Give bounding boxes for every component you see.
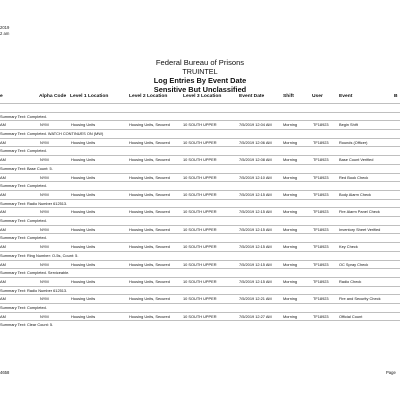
table-row	[0, 138, 400, 155]
column-headers	[0, 94, 400, 103]
cell-level1: Housing Units	[71, 313, 96, 319]
cell-user: TF18923	[313, 313, 329, 319]
cell-user: TF18923	[313, 191, 329, 197]
cell-level3: 10 SOUTH UPPER	[183, 278, 217, 284]
cell-alpha-code: NYM	[40, 209, 49, 215]
cell-level3: 10 SOUTH UPPER	[183, 157, 217, 163]
cell-level2: Housing Units, Secured	[129, 191, 170, 197]
summary-text: Summary Text: Radio Number 612513.	[0, 200, 68, 206]
cell-time: AM	[0, 278, 6, 284]
row-summary-line	[0, 216, 400, 225]
summary-text: Summary Text: Completed.	[0, 183, 47, 189]
cell-level3: 10 SOUTH UPPER	[183, 226, 217, 232]
cell-level1: Housing Units	[71, 226, 96, 232]
row-data-line	[0, 120, 400, 129]
cell-level1: Housing Units	[71, 296, 96, 302]
cell-event-date: 7/5/2019 12:08 AM	[239, 157, 272, 163]
cell-time: AM	[0, 139, 6, 145]
table-row	[0, 260, 400, 277]
column-header-b: B	[394, 94, 398, 99]
cell-time: AM	[0, 261, 6, 267]
cell-event-date: 7/5/2019 12:15 AM	[239, 226, 272, 232]
cell-alpha-code: NYM	[40, 157, 49, 163]
row-data-line	[0, 277, 400, 286]
cell-shift: Morning	[283, 174, 298, 180]
column-header-alpha-code: Alpha Code	[39, 94, 67, 99]
cell-event: Base Count Verified	[339, 157, 374, 163]
cell-time: AM	[0, 244, 6, 250]
table-row	[0, 294, 400, 311]
cell-time: AM	[0, 174, 6, 180]
row-summary-line	[0, 320, 400, 329]
cell-event-date: 7/5/2019 12:21 AM	[239, 296, 272, 302]
cell-alpha-code: NYM	[40, 278, 49, 284]
row-summary-line	[0, 233, 400, 242]
print-time-fragment: 2 am	[0, 31, 10, 36]
footer-right: Page	[386, 370, 396, 375]
cell-level1: Housing Units	[71, 139, 96, 145]
cell-time: AM	[0, 122, 6, 128]
cell-level2: Housing Units, Secured	[129, 139, 170, 145]
row-data-line	[0, 225, 400, 234]
column-header-event: Event	[339, 94, 353, 99]
cell-user: TF18923	[313, 278, 329, 284]
cell-event: Inventory Sheet Verified	[339, 226, 381, 232]
cell-time: AM	[0, 209, 6, 215]
cell-level3: 10 SOUTH UPPER	[183, 174, 217, 180]
summary-text: Summary Text: Radio Number 612513.	[0, 287, 68, 293]
cell-level3: 10 SOUTH UPPER	[183, 122, 217, 128]
summary-text: Summary Text: Completed.	[0, 304, 47, 310]
cell-event-date: 7/5/2019 12:15 AM	[239, 209, 272, 215]
cell-shift: Morning	[283, 191, 298, 197]
cell-shift: Morning	[283, 139, 298, 145]
footer-left: 4658	[0, 370, 10, 375]
cell-level1: Housing Units	[71, 209, 96, 215]
cell-time: AM	[0, 296, 6, 302]
cell-event: Begin Shift	[339, 122, 358, 128]
summary-text: Summary Text: Ring Number: O-5s, Count: 5.	[0, 252, 79, 258]
row-summary-line	[0, 181, 400, 190]
cell-alpha-code: NYM	[40, 244, 49, 250]
cell-user: TF18923	[313, 226, 329, 232]
summary-text: Summary Text: Base Count: 5.	[0, 165, 53, 171]
cell-event-date: 7/5/2019 12:27 AM	[239, 313, 272, 319]
cell-level2: Housing Units, Secured	[129, 278, 170, 284]
column-header-shift: Shift	[283, 94, 294, 99]
cell-shift: Morning	[283, 244, 298, 250]
cell-level1: Housing Units	[71, 244, 96, 250]
column-header-time: e	[0, 94, 3, 99]
cell-event: Radio Check	[339, 278, 362, 284]
cell-shift: Morning	[283, 226, 298, 232]
column-header-event-date: Event Date	[239, 94, 265, 99]
table-row	[0, 312, 400, 329]
cell-shift: Morning	[283, 209, 298, 215]
cell-event-date: 7/5/2019 12:15 AM	[239, 191, 272, 197]
cell-alpha-code: NYM	[40, 174, 49, 180]
row-data-line	[0, 242, 400, 251]
classification-label: Sensitive But Unclassified	[153, 85, 247, 94]
row-data-line	[0, 260, 400, 269]
cell-user: TF18923	[313, 296, 329, 302]
cell-event: OC Spray Check	[339, 261, 369, 267]
row-summary-line	[0, 146, 400, 155]
cell-event: Key Check	[339, 244, 358, 250]
row-summary-line	[0, 286, 400, 295]
cell-alpha-code: NYM	[40, 313, 49, 319]
row-summary-line	[0, 199, 400, 208]
row-data-line	[0, 312, 400, 321]
print-date-fragment: 2019	[0, 25, 10, 30]
cell-level2: Housing Units, Secured	[129, 226, 170, 232]
cell-shift: Morning	[283, 261, 298, 267]
row-data-line	[0, 155, 400, 164]
cell-alpha-code: NYM	[40, 296, 49, 302]
cell-user: TF18923	[313, 244, 329, 250]
row-summary-line	[0, 303, 400, 312]
cell-event-date: 7/5/2019 12:15 AM	[239, 261, 272, 267]
cell-level2: Housing Units, Secured	[129, 261, 170, 267]
row-data-line	[0, 207, 400, 216]
row-summary-line	[0, 268, 400, 277]
cell-alpha-code: NYM	[40, 191, 49, 197]
cell-user: TF18923	[313, 139, 329, 145]
summary-text: Summary Text: Completed.	[0, 148, 47, 154]
summary-text: Summary Text: Completed.	[0, 235, 47, 241]
cell-alpha-code: NYM	[40, 226, 49, 232]
row-summary-line	[0, 164, 400, 173]
cell-level1: Housing Units	[71, 191, 96, 197]
cell-level3: 10 SOUTH UPPER	[183, 191, 217, 197]
report-header	[100, 58, 300, 94]
summary-text: Summary Text: Clear Count: 5.	[0, 322, 54, 328]
cell-level3: 10 SOUTH UPPER	[183, 261, 217, 267]
cell-level1: Housing Units	[71, 157, 96, 163]
cell-event-date: 7/5/2019 12:04 AM	[239, 122, 272, 128]
cell-alpha-code: NYM	[40, 122, 49, 128]
table-row	[0, 120, 400, 137]
row-data-line	[0, 138, 400, 147]
table-row	[0, 277, 400, 294]
cell-level2: Housing Units, Secured	[129, 122, 170, 128]
column-header-level2: Level 2 Location	[129, 94, 168, 99]
cell-level1: Housing Units	[71, 261, 96, 267]
row-summary-line	[0, 251, 400, 260]
table-row	[0, 225, 400, 242]
cell-event: Rounds (Officer)	[339, 139, 368, 145]
table-row	[0, 242, 400, 259]
report-title: Log Entries By Event Date	[153, 76, 247, 85]
cell-level2: Housing Units, Secured	[129, 209, 170, 215]
cell-shift: Morning	[283, 313, 298, 319]
cell-level2: Housing Units, Secured	[129, 157, 170, 163]
summary-text: Summary Text: Completed. Serviceable.	[0, 270, 70, 276]
column-header-level1: Level 1 Location	[70, 94, 109, 99]
cell-level3: 10 SOUTH UPPER	[183, 209, 217, 215]
column-header-level3: Level 3 Location	[183, 94, 222, 99]
cell-user: TF18923	[313, 122, 329, 128]
row-data-line	[0, 190, 400, 199]
cell-time: AM	[0, 226, 6, 232]
cell-event-date: 7/5/2019 12:06 AM	[239, 139, 272, 145]
table-row	[0, 103, 400, 120]
cell-level1: Housing Units	[71, 278, 96, 284]
cell-level3: 10 SOUTH UPPER	[183, 313, 217, 319]
row-data-line	[0, 173, 400, 182]
cell-shift: Morning	[283, 122, 298, 128]
cell-event: Fire and Security Check	[339, 296, 381, 302]
summary-text: Summary Text: Completed.	[0, 218, 47, 224]
cell-time: AM	[0, 191, 6, 197]
row-data-line	[0, 103, 400, 112]
cell-time: AM	[0, 157, 6, 163]
table-row	[0, 190, 400, 207]
summary-text: Summary Text: Completed.	[0, 113, 47, 119]
cell-shift: Morning	[283, 157, 298, 163]
cell-level1: Housing Units	[71, 174, 96, 180]
agency-title: Federal Bureau of Prisons	[155, 58, 245, 67]
cell-alpha-code: NYM	[40, 261, 49, 267]
cell-event: Fire Alarm Panel Check	[339, 209, 380, 215]
cell-level3: 10 SOUTH UPPER	[183, 139, 217, 145]
cell-level2: Housing Units, Secured	[129, 296, 170, 302]
cell-level3: 10 SOUTH UPPER	[183, 296, 217, 302]
cell-shift: Morning	[283, 296, 298, 302]
cell-user: TF18923	[313, 261, 329, 267]
row-data-line	[0, 294, 400, 303]
cell-user: TF18923	[313, 209, 329, 215]
cell-event-date: 7/5/2019 12:15 AM	[239, 244, 272, 250]
cell-level2: Housing Units, Secured	[129, 174, 170, 180]
column-header-user: User	[312, 94, 323, 99]
cell-event-date: 7/5/2019 12:10 AM	[239, 174, 272, 180]
system-title: TRUINTEL	[182, 67, 218, 76]
table-row	[0, 173, 400, 190]
log-entries	[0, 103, 400, 329]
table-row	[0, 155, 400, 172]
cell-event: Body Alarm Check	[339, 191, 372, 197]
row-summary-line	[0, 112, 400, 121]
cell-level1: Housing Units	[71, 122, 96, 128]
summary-text: Summary Text: Completed. WATCH CONTINUES ON (MW)	[0, 131, 104, 137]
cell-event-date: 7/5/2019 12:15 AM	[239, 278, 272, 284]
cell-level2: Housing Units, Secured	[129, 313, 170, 319]
cell-event: Official Count	[339, 313, 363, 319]
cell-time: AM	[0, 313, 6, 319]
cell-shift: Morning	[283, 278, 298, 284]
cell-level3: 10 SOUTH UPPER	[183, 244, 217, 250]
cell-alpha-code: NYM	[40, 139, 49, 145]
row-summary-line	[0, 129, 400, 138]
cell-user: TF18923	[313, 174, 329, 180]
cell-user: TF18923	[313, 157, 329, 163]
table-row	[0, 207, 400, 224]
cell-event: Red Book Check	[339, 174, 369, 180]
cell-level2: Housing Units, Secured	[129, 244, 170, 250]
